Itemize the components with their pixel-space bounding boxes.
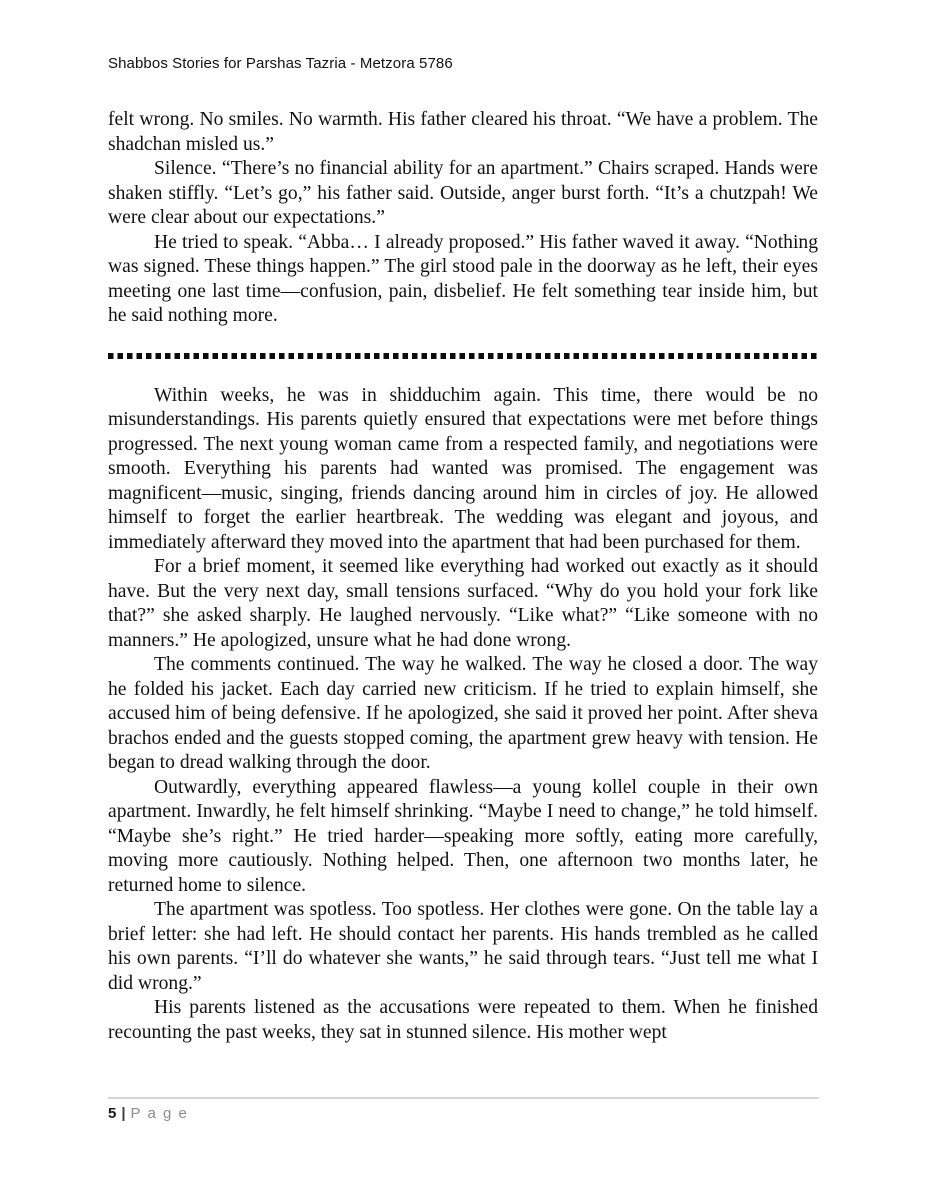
paragraph-brief-moment: For a brief moment, it seemed like everything had worked out exactly as it should have. But the very next day, small tensions surfaced. “Why do you hold your fork like that?” she asked sharply. He laughed nervously. “Like what?” “Like someone with no manners.” He apologized, unsure what he had done wrong. xyxy=(108,556,818,651)
paragraph-outwardly: Outwardly, everything appeared flawless—a young kollel couple in their own apartment. Inwardly, he felt himself shrinking. “Maybe I need to change,” he told himself. “Maybe she’s right.” He tried harder—speaking more softly, eating more carefully, moving more cautiously. Nothing helped. Then, one afternoon two months later, he returned home to silence. xyxy=(108,776,818,896)
header-title: Shabbos Stories for Parshas Tazria - Metzora 5786 xyxy=(108,55,453,72)
paragraph-within-weeks: Within weeks, he was in shidduchim again. This time, there would be no misunderstandings. His parents quietly ensured that expectations were met before things progressed. The next young woman came from a respected family, and negotiations were smooth. Everything his parents had wanted was promised. The engagement was magnificent—music, singing, friends dancing around him in circles of joy. He allowed himself to forget the earlier heartbreak. The wedding was elegant and joyous, and immediately afterward they moved into the apartment that had been purchased for them. xyxy=(108,384,818,553)
footer-separator: | xyxy=(121,1105,126,1122)
page-number: 5 xyxy=(108,1105,117,1122)
paragraph-apartment-spotless: The apartment was spotless. Too spotless. Her clothes were gone. On the table lay a brief letter: she had left. He should contact her parents. His hands trembled as he called his own parents. “I’ll do whatever she wants,” he said through tears. “Just tell me what I did wrong.” xyxy=(108,899,818,994)
paragraph-continuation: felt wrong. No smiles. No warmth. His father cleared his throat. “We have a problem. The shadchan misled us.” xyxy=(108,109,818,155)
footer-page-label: P a g e xyxy=(130,1105,189,1122)
page-footer xyxy=(108,1097,819,1122)
dotted-divider xyxy=(108,353,818,359)
paragraph-comments-continued: The comments continued. The way he walked. The way he closed a door. The way he folded his jacket. Each day carried new criticism. If he tried to explain himself, she accused him of being defensive. If he apologized, she said it proved her point. After sheva brachos ended and the guests stopped coming, the apartment grew heavy with tension. He began to dread walking through the door. xyxy=(108,654,818,773)
paragraph-parents-listened: His parents listened as the accusations were repeated to them. When he finished recounting the past weeks, they sat in stunned silence. His mother wept xyxy=(108,997,818,1043)
page-header xyxy=(108,55,453,72)
paragraph-he-tried-to-speak: He tried to speak. “Abba… I already proposed.” His father waved it away. “Nothing was signed. These things happen.” The girl stood pale in the doorway as he left, their eyes meeting one last time—confusion, pain, disbelief. He felt something tear inside him, but he said nothing more. xyxy=(108,231,818,326)
document-body xyxy=(108,108,818,1045)
paragraph-silence: Silence. “There’s no financial ability for an apartment.” Chairs scraped. Hands were shaken stiffly. “Let’s go,” his father said. Outside, anger burst forth. “It’s a chutzpah! We were clear about our expectations.” xyxy=(108,158,818,228)
